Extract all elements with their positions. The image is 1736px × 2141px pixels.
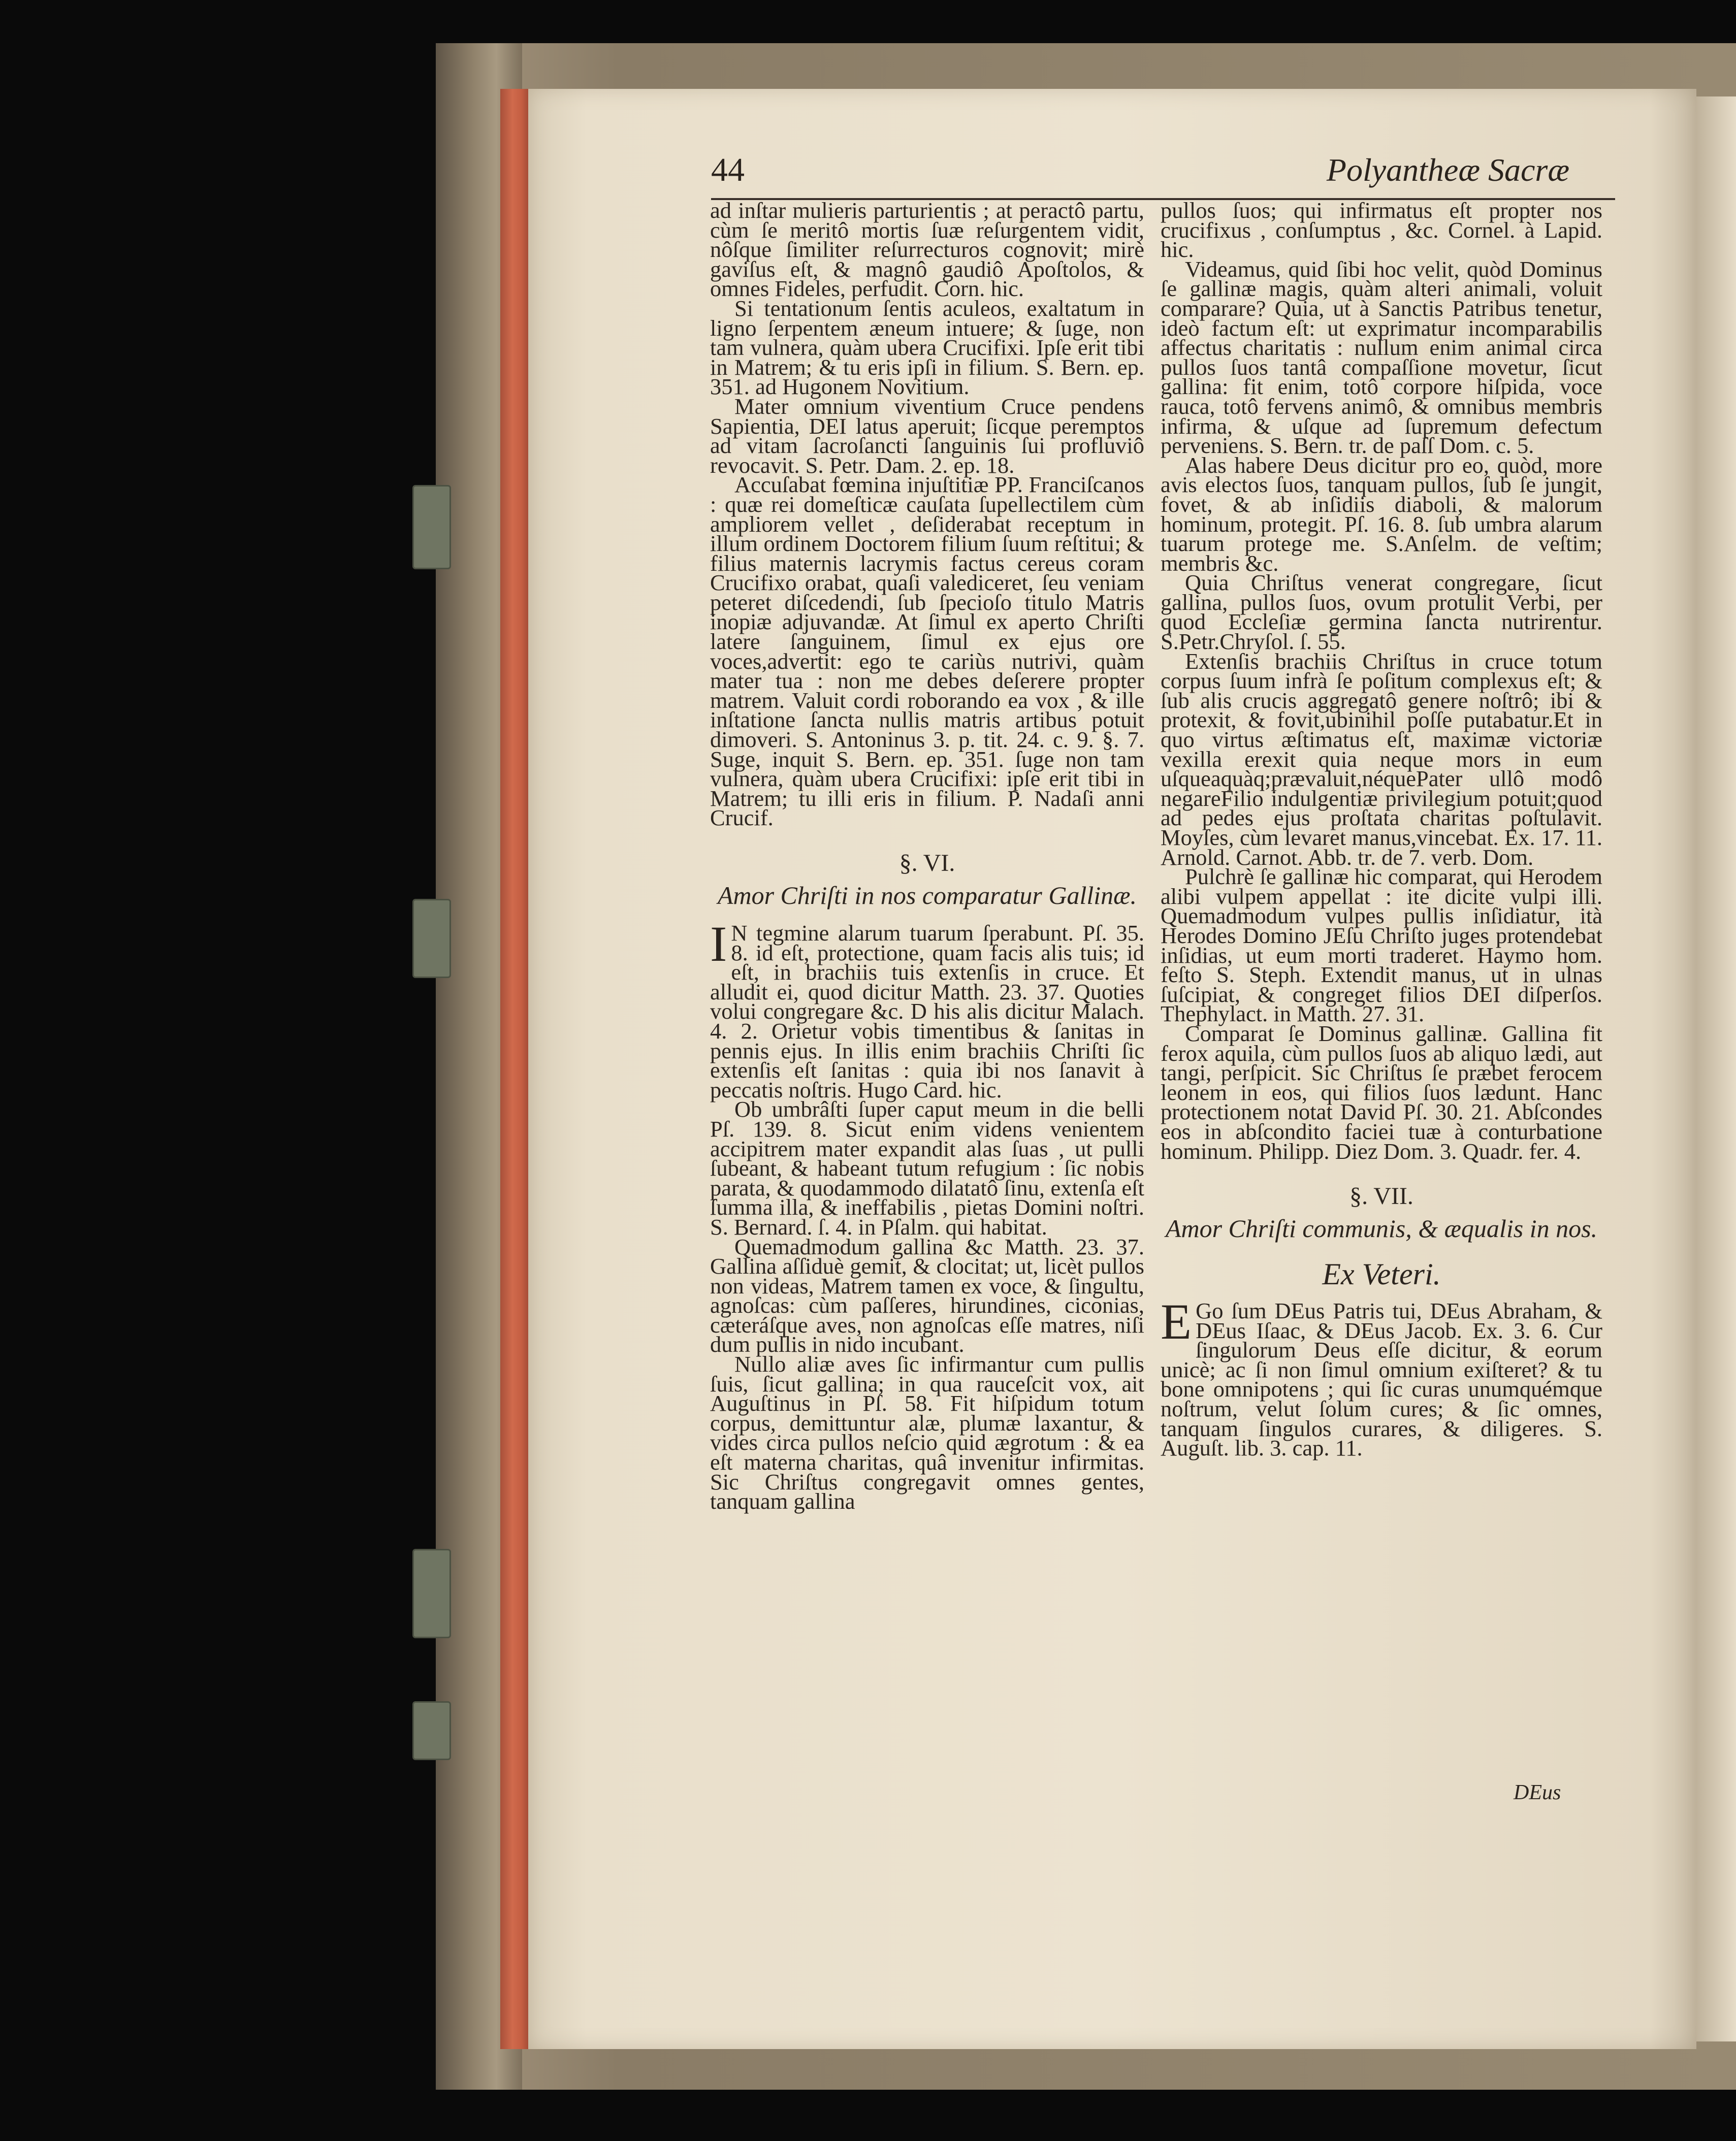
clasp-bottom <box>412 1701 451 1760</box>
section-title: Amor Chriſti in nos comparatur Gallinæ. <box>717 881 1137 910</box>
section-title: Amor Chriſti communis, & æqualis in nos. <box>1165 1214 1598 1243</box>
paragraph: Ob umbrâſti ſuper caput meum in die belli Pſ. 139. 8. Sicut enim videns venientem accipitrem mater expandit alas ſuas , ut pulli ſubeant, & habeant tutum refugium : ſic nobis parata, & quodammodo dilatatô ſinu, extenſa eſt ſumma illa, & ineffabilis , pietas Domini noſtri. S. Bernard. ſ. 4. in Pſalm. qui habitat. <box>710 1096 1144 1240</box>
paragraph: Accuſabat fœmina injuſtitiæ PP. Franciſcanos : quæ rei domeſticæ cauſata ſupellectilem cùm ampliorem vellet , deſiderabat receptum in illum ordinem Doctorem filium ſuum reſtitui; & filius maternis lacrymis factus cereus coram Crucifixo orabat, quaſi valediceret, ſeu veniam peteret diſcedendi, ſub ſpecioſo titulo Matris inopiæ adjuvandæ. At ſimul ex aperto Chriſti latere ſanguinem, ſimul ex ejus ore voces,advertit: ego te cariùs nutrivi, quàm mater tua : non me debes deſerere propter matrem. Valuit cordi roborando ea vox , & ille inſtatione ſancta nullis matris artibus potuit dimoveri. S. Antoninus 3. p. tit. 24. c. 9. §. 7. Suge, inquit S. Bern. ep. 351. ſuge non tam vulnera, quàm ubera Crucifixi: ipſe erit tibi in Matrem; tu illi eris in filium. P. Nadaſi anni Crucif. <box>710 472 1144 831</box>
drop-cap: E <box>1161 1293 1192 1350</box>
clasp-lower <box>412 1549 451 1638</box>
page-number: 44 <box>711 151 745 188</box>
red-page-edge <box>500 89 531 2049</box>
running-title: Polyantheæ Sacræ <box>1326 152 1569 188</box>
paragraph: Mater omnium viventium Cruce pendens Sapientia, DEI latus aperuit; ſicque peremptos ad vitam ſacroſancti ſanguinis ſui profluviô revocavit. S. Petr. Dam. 2. ep. 18. <box>710 393 1144 478</box>
paragraph-text: Go ſum DEus Patris tui, DEus Abraham, & DEus Iſaac, & DEus Jacob. Ex. 3. 6. Cur ſingulorum Deus eſſe dicitur, & eorum unicè; ac ſi non ſimul omnium exiſteret? & tu bone omnipotens ; qui ſic curas unumquémque noſtrum, velut ſolum cures; & ſic omnes, tanquam ſingulos curares, & diligeres. S. Auguſt. lib. 3. cap. 11. <box>1161 1298 1602 1461</box>
paragraph: Nullo aliæ aves ſic infirmantur cum pullis ſuis, ſicut gallina; in qua rauceſcit vox, ait Auguſtinus in Pſ. 58. Fit hiſpidum totum corpus, demittuntur alæ, plumæ laxantur, & vides circa pullos neſcio quid ægrotum : & ea eſt materna charitas, quâ invenitur infirmitas. Sic Chriſtus congregavit omnes gentes, tanquam gallina <box>710 1351 1144 1514</box>
clasp-top <box>412 485 451 569</box>
catchword: DEus <box>1514 1781 1561 1804</box>
section-mark: §. VI. <box>899 850 955 877</box>
drop-cap: I <box>710 916 727 972</box>
right-column <box>1161 198 1602 1461</box>
left-column <box>710 198 1144 1514</box>
paragraph: Alas habere Deus dicitur pro eo, quòd, more avis electos ſuos, tanquam pullos, ſub ſe jungit, fovet, & ab inſidiis diaboli, & malorum hominum, protegit. Pſ. 16. 8. ſub umbra alarum tuarum protege me. S.Anſelm. de veſtim; membris &c. <box>1161 452 1602 576</box>
clasp-middle <box>412 899 451 978</box>
paragraph: Quia Chriſtus venerat congregare, ſicut gallina, pullos ſuos, ovum protulit Verbi, per quod Eccleſiæ germina ſancta nutrirentur. S.Petr.Chryſol. ſ. 55. <box>1161 570 1602 655</box>
paragraph: Comparat ſe Dominus gallinæ. Gallina fit ferox aquila, cùm pullos ſuos ab aliquo lædi, aut tangi, perſpicit. Sic Chriſtus ſe præbet ferocem leonem in eos, qui filios ſuos lædunt. Hanc protectionem notat David Pſ. 30. 21. Abſcondes eos in abſcondito faciei tuæ à conturbatione hominum. Philipp. Diez Dom. 3. Quadr. fer. 4. <box>1161 1020 1602 1164</box>
paragraph: Extenſis brachiis Chriſtus in cruce totum corpus ſuum infrà ſe poſitum complexus eſt; & ſub alis crucis aggregatô genere noſtrô; ibi & protexit, & fovit,ubinihil poſſe putabatur.Et in quo virtus æſtimatus eſt, maximæ victoriæ vexilla erexit quia neque mors in eum uſqueaquàq;prævaluit,néquePater ullô modô negareFilio indulgentiæ privilegium potuit;quod ad pedes ejus proſtata charitas poſtulavit. Moyſes, cùm levaret manus,vincebat. Ex. 17. 11. Arnold. Carnot. Abb. tr. de 7. verb. Dom. <box>1161 648 1602 870</box>
paragraph <box>1161 1293 1602 1461</box>
section-mark: §. VII. <box>1349 1183 1413 1210</box>
paragraph: pullos ſuos; qui infirmatus eſt propter nos crucifixus , conſumptus , &c. Cornel. à Lapid. hic. <box>1161 198 1602 263</box>
paragraph: Pulchrè ſe gallinæ hic comparat, qui Herodem alibi vulpem appellat : ite dicite vulpi illi. Quemadmodum vulpes pullis inſidiatur, ità Herodes Domino JEſu Chriſto juges protendebat inſidias, ut eum morti traderet. Haymo hom. feſto S. Steph. Extendit manus, ut in ulnas ſuſcipiat, & congreget filios DEI diſperſos. Thephylact. in Matth. 27. 31. <box>1161 864 1602 1027</box>
page-header <box>711 147 1615 200</box>
paragraph: Si tentationum ſentis aculeos, exaltatum in ligno ſerpentem æneum intuere; & ſuge, non tam vulnera, quàm ubera Crucifixi. Ipſe erit tibi in Matrem; & tu eris ipſi in filium. S. Bern. ep. 351. ad Hugonem Novitium. <box>710 295 1144 400</box>
facing-page-edge <box>1696 96 1736 2041</box>
subsection-title: Ex Veteri. <box>1322 1257 1441 1291</box>
paragraph: ad inſtar mulieris parturientis ; at peractô partu, cùm ſe meritô mortis ſuæ reſurgentem vidit, nôſque ſimiliter reſurrecturos cognovit; mirè gaviſus eſt, & magnô gaudiô Apoſtolos, & omnes Fideles, perfudit. Corn. hic. <box>710 198 1144 302</box>
paragraph-text: N tegmine alarum tuarum ſperabunt. Pſ. 35. 8. id eſt, protectione, quam facis alis tuis; id eſt, in brachiis tuis extenſis in cruce. Et alludit ei, quod dicitur Matth. 23. 37. Quoties volui congregare &c. D his alis dicitur Malach. 4. 2. Orietur vobis timentibus & ſanitas in pennis ejus. In illis enim brachiis Chriſti ſic extenſis eſt ſanitas : quia ibi nos ſanavit à peccatis noſtris. Hugo Card. hic. <box>710 920 1144 1102</box>
paragraph <box>710 916 1144 1102</box>
paragraph: Quemadmodum gallina &c Matth. 23. 37. Gallina aſſiduè gemit, & clocitat; ut, licèt pullos non videas, Matrem tamen ex voce, & ſingultu, agnoſcas: cùm paſſeres, hirundines, ciconias, cæteráſque aves, non agnoſcas eſſe matres, niſi dum pullis in nido incubant. <box>710 1234 1144 1357</box>
paragraph: Videamus, quid ſibi hoc velit, quòd Dominus ſe gallinæ magis, quàm alteri animali, voluit comparare? Quia, ut à Sanctis Patribus tenetur, ideò factum eſt: ut exprimatur incomparabilis affectus charitatis : nullum enim animal circa pullos ſuos tantâ compaſſione movetur, ſicut gallina: fit enim, totô corpore hiſpida, voce rauca, totô fervens animô, & omnibus membris infirma, & uſque ad ſupremum defectum perveniens. S. Bern. tr. de paſſ Dom. c. 5. <box>1161 256 1602 459</box>
